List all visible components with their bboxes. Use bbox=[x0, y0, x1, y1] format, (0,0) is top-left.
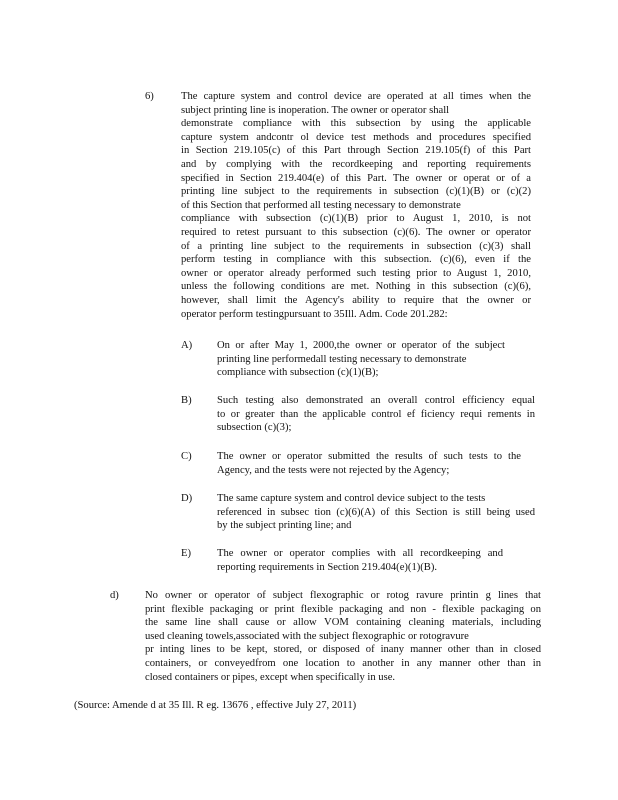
subitem-b-label: B) bbox=[181, 395, 192, 406]
subitem-a-paragraph bbox=[217, 339, 505, 380]
paragraph-line: Agency, and the tests were not rejected by the Agency; bbox=[217, 464, 450, 476]
paragraph-line: printing line performedall testing necessary to demonstrate bbox=[217, 353, 467, 365]
paragraph-line: demonstrate compliance with this subsection by using the applicable bbox=[181, 118, 531, 130]
subitem-b-paragraph bbox=[217, 394, 535, 435]
paragraph-line: however, shall limit the Agency's ability to require that the owner or bbox=[181, 294, 531, 306]
item-6-label: 6) bbox=[145, 91, 154, 102]
paragraph-line: the same line shall cause or allow VOM containing cleaning materials, including bbox=[145, 617, 541, 629]
paragraph-line: perform testing in compliance with this subsection. (c)(6), even if the bbox=[181, 254, 531, 266]
subitem-a-label: A) bbox=[181, 340, 193, 351]
paragraph-line: used cleaning towels,associated with the subject flexographic or rotogravure bbox=[145, 630, 469, 642]
item-d-label: d) bbox=[110, 590, 119, 601]
paragraph-line: by the subject printing line; and bbox=[217, 520, 352, 532]
paragraph-line: unless the following conditions are met. Nothing in this subsection (c)(6), bbox=[181, 281, 531, 293]
paragraph-line: referenced in subsec tion (c)(6)(A) of this Section is still being used bbox=[217, 506, 535, 518]
subitem-e-paragraph bbox=[217, 547, 503, 574]
paragraph-line: compliance with subsection (c)(1)(B); bbox=[217, 367, 379, 379]
paragraph-line: pr inting lines to be kept, stored, or disposed of inany manner other than in closed bbox=[145, 644, 541, 656]
subitem-c-label: C) bbox=[181, 451, 192, 462]
paragraph-line: The same capture system and control device subject to the tests bbox=[217, 493, 486, 504]
paragraph-line: operator perform testingpursuant to 35Ill. Adm. Code 201.282: bbox=[181, 308, 448, 320]
paragraph-line: of this Section that performed all testing necessary to demonstrate bbox=[181, 199, 461, 211]
subitem-c-paragraph bbox=[217, 450, 521, 477]
paragraph-line: of a printing line subject to the requirements in subsection (c)(3) shall bbox=[181, 240, 531, 252]
paragraph-line: closed containers or pipes, except when specifically in use. bbox=[145, 671, 396, 683]
paragraph-line: No owner or operator of subject flexographic or rotog ravure printin g lines that bbox=[145, 590, 541, 601]
paragraph-line: The owner or operator submitted the results of such tests to the bbox=[217, 451, 521, 462]
paragraph-line: Such testing also demonstrated an overall control efficiency equal bbox=[217, 395, 535, 406]
subitem-e-label: E) bbox=[181, 548, 191, 559]
subitem-d-paragraph bbox=[217, 492, 535, 533]
paragraph-line: printing line subject to the requirements in subsection (c)(1)(B) or (c)(2) bbox=[181, 186, 531, 198]
item-d-paragraph bbox=[145, 589, 541, 684]
paragraph-line: subsection (c)(3); bbox=[217, 422, 292, 434]
paragraph-line: subject printing line is inoperation. The owner or operator shall bbox=[181, 104, 450, 116]
paragraph-line: required to retest pursuant to this subsection (c)(6). The owner or operator bbox=[181, 226, 531, 238]
paragraph-line: print flexible packaging or print flexible packaging and non - flexible packaging on bbox=[145, 603, 541, 615]
paragraph-line: specified in Section 219.404(e) of this Part. The owner or operat or of a bbox=[181, 172, 531, 184]
source-note: (Source: Amende d at 35 Ill. R eg. 13676 , effective July 27, 2011) bbox=[74, 700, 357, 711]
subitem-d-label: D) bbox=[181, 493, 193, 504]
paragraph-line: owner or operator already performed such testing prior to August 1, 2010, bbox=[181, 267, 531, 279]
item-6-paragraph bbox=[181, 90, 531, 321]
paragraph-line: to or greater than the applicable control ef ficiency requi rements in bbox=[217, 408, 535, 420]
paragraph-line: reporting requirements in Section 219.404(e)(1)(B). bbox=[217, 561, 438, 573]
paragraph-line: The capture system and control device are operated at all times when the bbox=[181, 91, 531, 102]
paragraph-line: in Section 219.105(c) of this Part through Section 219.105(f) of this Part bbox=[181, 145, 531, 157]
paragraph-line: On or after May 1, 2000,the owner or operator of the subject bbox=[217, 340, 505, 351]
paragraph-line: containers, or conveyedfrom one location to another in any manner other than in bbox=[145, 657, 541, 669]
paragraph-line: and by complying with the recordkeeping and reporting requirements bbox=[181, 158, 531, 170]
paragraph-line: compliance with subsection (c)(1)(B) prior to August 1, 2010, is not bbox=[181, 213, 531, 225]
paragraph-line: capture system andcontr ol device test methods and procedures specified bbox=[181, 131, 531, 143]
paragraph-line: The owner or operator complies with all recordkeeping and bbox=[217, 548, 503, 559]
